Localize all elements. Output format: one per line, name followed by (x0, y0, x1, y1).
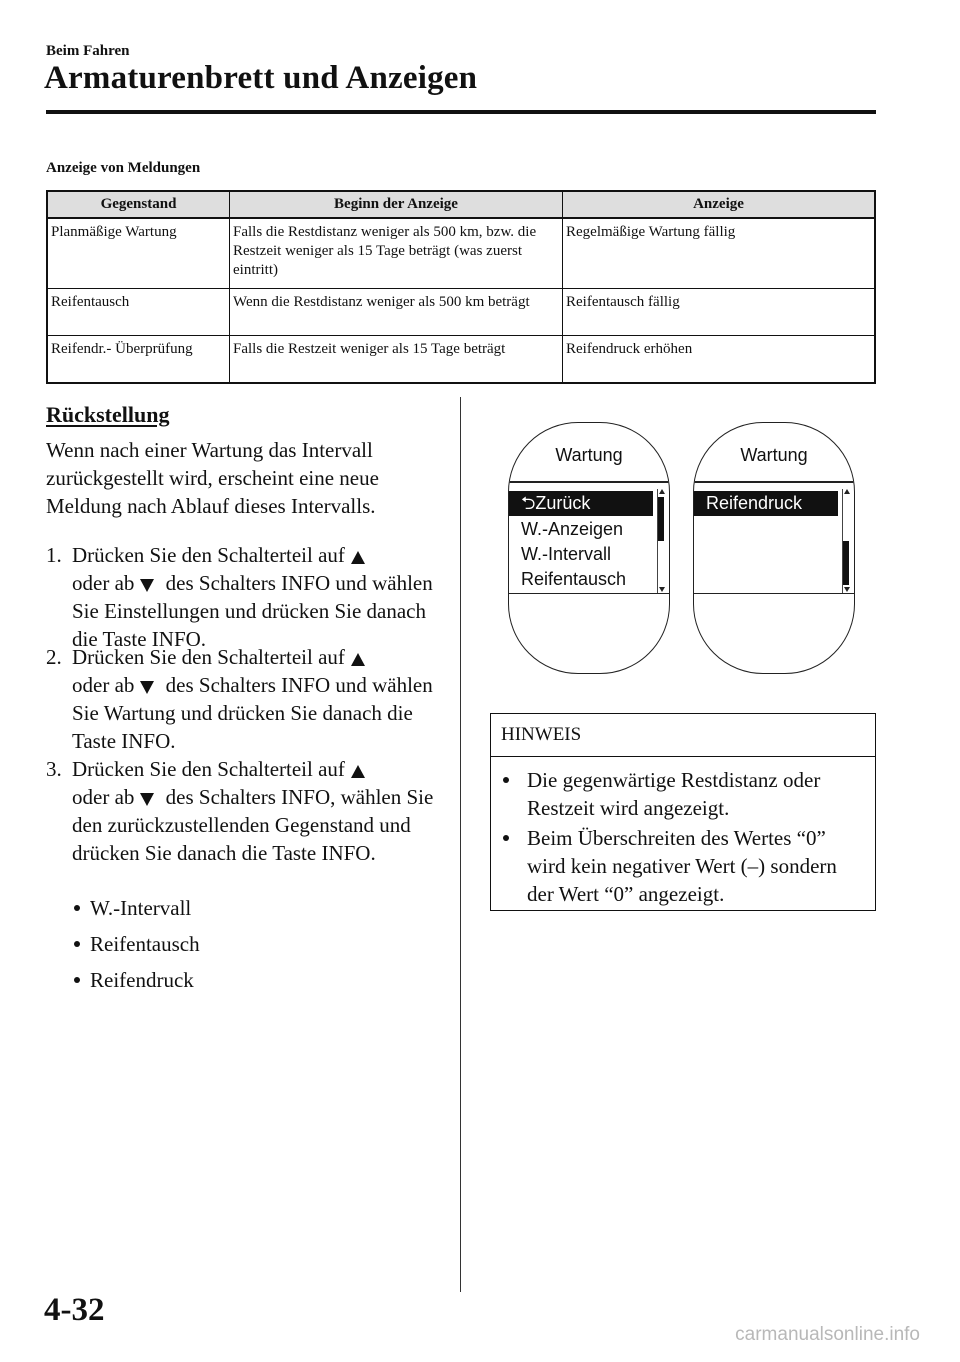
scroll-down-icon (844, 587, 850, 592)
step-1 (46, 541, 451, 653)
scrollbar-thumb (843, 541, 849, 585)
step-number: 1. (46, 543, 62, 567)
selected-menu-item: Reifendruck (694, 491, 838, 516)
display-divider (509, 481, 669, 483)
step-text: Drücken Sie den Schalterteil auf (72, 543, 345, 567)
menu-item: W.-Intervall (521, 544, 612, 564)
down-arrow-icon (140, 793, 154, 806)
title-divider (46, 110, 876, 114)
table-header-row (47, 191, 875, 218)
list-item-label: Reifentausch (90, 932, 200, 956)
page-number: 4-32 (44, 1292, 105, 1328)
table-cell: Wenn die Restdistanz weniger als 500 km beträgt (230, 289, 563, 336)
instrument-display-2 (693, 422, 855, 674)
step-text: oder ab (72, 673, 135, 697)
intro-paragraph: Wenn nach einer Wartung das Intervall zurückgestellt wird, erscheint eine neue Meldung nach Ablauf dieses Intervalls. (46, 438, 379, 518)
display-divider (509, 593, 669, 594)
message-table (46, 190, 876, 384)
note-box (490, 713, 876, 911)
scrollbar-thumb (658, 497, 664, 541)
table-cell: Regelmäßige Wartung fällig (563, 218, 876, 289)
note-item (503, 766, 863, 822)
table-cell: Reifentausch fällig (563, 289, 876, 336)
up-arrow-icon (351, 765, 365, 778)
table-row (47, 289, 875, 336)
section-kicker: Beim Fahren (46, 43, 130, 59)
bullet-icon (74, 977, 80, 983)
up-arrow-icon (351, 551, 365, 564)
scroll-up-icon (659, 489, 665, 494)
down-arrow-icon (140, 681, 154, 694)
step-text: des Schalters INFO und wählen Sie Wartung und drücken Sie danach die Taste INFO. (72, 673, 433, 753)
instrument-display-1 (508, 422, 670, 674)
back-arrow-icon: ⮌ (521, 493, 536, 513)
note-item (503, 824, 863, 908)
table-cell: Reifendr.- Überprüfung (47, 336, 230, 383)
table-row (47, 336, 875, 383)
bullet-icon (503, 835, 509, 841)
menu-item-label: Zurück (535, 493, 591, 513)
bullet-icon (74, 905, 80, 911)
column-divider (460, 397, 461, 1292)
step-text: Drücken Sie den Schalterteil auf (72, 757, 345, 781)
down-arrow-icon (140, 579, 154, 592)
display-divider (694, 481, 854, 483)
scroll-up-icon (844, 489, 850, 494)
step-text: des Schalters INFO und wählen Sie Einstellungen und drücken Sie danach die Taste INFO. (72, 571, 433, 651)
column-header: Beginn der Anzeige (230, 191, 563, 218)
step-text: oder ab (72, 785, 135, 809)
note-text: Die gegenwärtige Restdistanz oder Restzeit wird angezeigt. (527, 768, 821, 820)
display-divider (694, 593, 854, 594)
note-header (491, 714, 875, 757)
selected-menu-item (509, 491, 653, 516)
menu-item: Reifentausch (521, 569, 627, 589)
note-title: HINWEIS (501, 724, 582, 745)
table-caption: Anzeige von Meldungen (46, 160, 201, 176)
note-text: Beim Überschreiten des Wertes “0” wird kein negativer Wert (–) sondern der Wert “0” angezeigt. (527, 826, 837, 906)
step-2 (46, 643, 451, 755)
watermark: carmanualsonline.info (735, 1324, 920, 1345)
page-title: Armaturenbrett und Anzeigen (44, 60, 478, 96)
display-title: Wartung (740, 445, 808, 465)
step-number: 2. (46, 645, 62, 669)
step-3 (46, 755, 451, 867)
list-item-label: W.-Intervall (90, 896, 192, 920)
column-header: Gegenstand (47, 191, 230, 218)
table-cell: Reifendruck erhöhen (563, 336, 876, 383)
step-text: oder ab (72, 571, 135, 595)
table-cell: Falls die Restdistanz weniger als 500 km, bzw. die Restzeit weniger als 15 Tage beträgt (was zuerst eintritt) (230, 218, 563, 289)
list-item (74, 894, 191, 922)
scroll-down-icon (659, 587, 665, 592)
up-arrow-icon (351, 653, 365, 666)
table-cell: Planmäßige Wartung (47, 218, 230, 289)
table-cell: Reifentausch (47, 289, 230, 336)
column-header: Anzeige (563, 191, 876, 218)
bullet-icon (503, 777, 509, 783)
menu-item: W.-Anzeigen (521, 519, 624, 539)
step-number: 3. (46, 757, 62, 781)
section-heading: Rückstellung (46, 402, 170, 427)
table-cell: Falls die Restzeit weniger als 15 Tage beträgt (230, 336, 563, 383)
list-item-label: Reifendruck (90, 968, 194, 992)
list-item (74, 966, 194, 994)
step-text: des Schalters INFO, wählen Sie den zurückzustellenden Gegenstand und drücken Sie danach die Taste INFO. (72, 785, 434, 865)
bullet-icon (74, 941, 80, 947)
table-row (47, 218, 875, 289)
display-title: Wartung (555, 445, 623, 465)
list-item (74, 930, 200, 958)
step-text: Drücken Sie den Schalterteil auf (72, 645, 345, 669)
